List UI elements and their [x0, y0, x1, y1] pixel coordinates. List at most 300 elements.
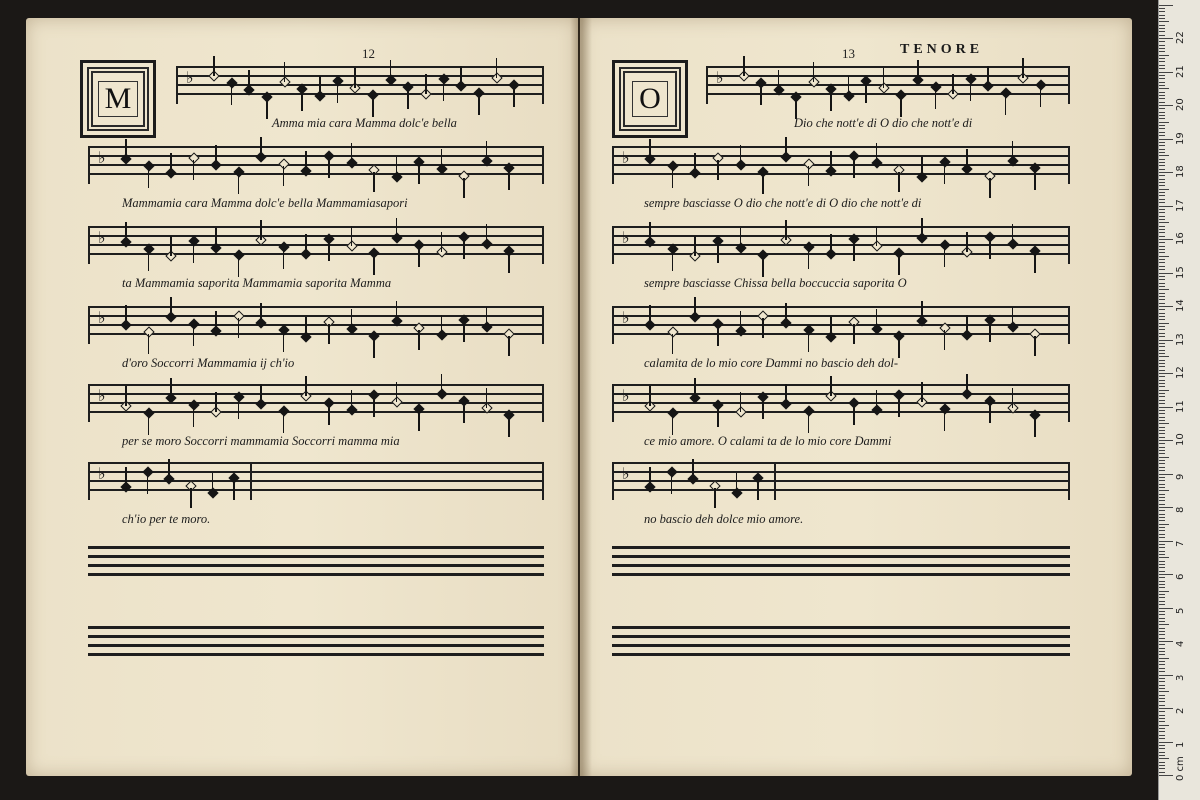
ruler-tick: [1159, 621, 1165, 622]
ruler-tick: [1159, 353, 1165, 354]
note-stem: [740, 228, 742, 248]
music-staff: [88, 306, 544, 342]
ruler-tick: [1159, 48, 1165, 49]
note-stem: [373, 397, 375, 417]
note-stem: [717, 326, 719, 346]
ruler-tick: [1159, 350, 1165, 351]
note-stem: [508, 417, 510, 437]
note-stem: [785, 303, 787, 323]
ruler-tick: [1159, 591, 1169, 592]
note-stem: [443, 81, 445, 101]
ruler-tick: [1159, 641, 1173, 642]
ruler-tick: [1159, 541, 1173, 542]
ruler-tick: [1159, 742, 1173, 743]
note-stem: [785, 137, 787, 157]
note-stem: [649, 467, 651, 487]
ruler-tick: [1159, 718, 1165, 719]
note-stem: [125, 386, 127, 406]
note-stem: [966, 315, 968, 335]
lyric-line: d'oro Soccorri Mammamia ij ch'io: [122, 356, 295, 370]
note-stem: [463, 322, 465, 342]
ruler-tick: [1159, 440, 1173, 441]
ruler-label: 14: [1175, 299, 1186, 312]
note-stem: [441, 374, 443, 394]
note-stem: [441, 149, 443, 169]
ruler-tick: [1159, 470, 1165, 471]
ruler-tick: [1159, 708, 1173, 709]
note-stem: [740, 392, 742, 412]
ruler-tick: [1159, 400, 1165, 401]
note-stem: [351, 226, 353, 246]
ruler-tick: [1159, 427, 1165, 428]
lyric-line: calamita de lo mio core Dammi no bascio deh dol-: [644, 356, 899, 370]
note-stem: [883, 68, 885, 88]
ruler-tick: [1159, 443, 1165, 444]
flat-sign-icon: ♭: [716, 68, 724, 87]
ruler-tick: [1159, 514, 1165, 515]
note-stem: [373, 338, 375, 358]
note-stem: [396, 301, 398, 321]
ruler-tick: [1159, 252, 1165, 253]
ruler-tick: [1159, 165, 1165, 166]
ruler-tick: [1159, 329, 1165, 330]
ruler-tick: [1159, 276, 1165, 277]
ruler-tick: [1159, 678, 1165, 679]
note-stem: [351, 390, 353, 410]
note-stem: [853, 241, 855, 261]
ruler-tick: [1159, 474, 1173, 475]
ruler-tick: [1159, 701, 1165, 702]
note-stem: [283, 249, 285, 269]
ruler-tick: [1159, 413, 1165, 414]
music-staff: [612, 306, 1070, 342]
ruler-tick: [1159, 303, 1165, 304]
ruler-tick: [1159, 68, 1165, 69]
ruler-tick: [1159, 447, 1165, 448]
lyric-line: ce mio amore. O calami ta de lo mio core Dammi: [644, 434, 892, 448]
ruler-tick: [1159, 333, 1165, 334]
ruler-tick: [1159, 266, 1165, 267]
ruler-tick: [1159, 145, 1165, 146]
ruler-tick: [1159, 524, 1169, 525]
ruler-label: 19: [1175, 131, 1186, 145]
note-stem: [830, 151, 832, 171]
ruler-label: 2: [1175, 707, 1186, 714]
ruler-tick: [1159, 88, 1169, 89]
note-stem: [987, 66, 989, 86]
note-stem: [284, 62, 286, 82]
note-stem: [694, 378, 696, 398]
note-stem: [876, 309, 878, 329]
ruler-tick: [1159, 608, 1173, 609]
note-stem: [328, 241, 330, 261]
ruler-tick: [1159, 5, 1173, 6]
ruler-tick: [1159, 748, 1165, 749]
ruler-tick: [1159, 192, 1165, 193]
note-stem: [970, 81, 972, 101]
note-stem: [168, 459, 170, 479]
note-stem: [760, 85, 762, 105]
note-stem: [238, 257, 240, 277]
note-stem: [830, 376, 832, 396]
ruler-label: 11: [1175, 399, 1186, 413]
note-stem: [513, 87, 515, 107]
ruler-tick: [1159, 102, 1165, 103]
ruler-tick: [1159, 95, 1165, 96]
ruler-tick: [1159, 745, 1165, 746]
ruler-tick: [1159, 668, 1165, 669]
ruler-tick: [1159, 497, 1165, 498]
note-stem: [830, 91, 832, 111]
ruler-tick: [1159, 182, 1165, 183]
note-stem: [989, 239, 991, 259]
ruler-tick: [1159, 75, 1165, 76]
ruler-tick: [1159, 587, 1165, 588]
ruler-tick: [1159, 484, 1165, 485]
ruler-tick: [1159, 393, 1165, 394]
note-stem: [898, 397, 900, 417]
note-stem: [717, 160, 719, 180]
note-stem: [917, 60, 919, 80]
ruler-tick: [1159, 557, 1169, 558]
note-stem: [649, 139, 651, 159]
ruler-tick: [1159, 685, 1165, 686]
note-stem: [148, 251, 150, 271]
ruler-tick: [1159, 209, 1165, 210]
ruler-tick: [1159, 380, 1165, 381]
note-stem: [921, 157, 923, 177]
music-staff-blank-end: [250, 462, 544, 498]
note-stem: [694, 236, 696, 256]
note-stem: [354, 68, 356, 88]
note-stem: [319, 76, 321, 96]
note-stem: [740, 145, 742, 165]
note-stem: [1034, 336, 1036, 356]
ruler-label: 3: [1175, 674, 1186, 681]
note-stem: [813, 62, 815, 82]
ruler-tick: [1159, 212, 1165, 213]
ruler-tick: [1159, 628, 1165, 629]
ruler-tick: [1159, 343, 1165, 344]
ruler-tick: [1159, 323, 1169, 324]
note-stem: [193, 326, 195, 346]
note-stem: [830, 317, 832, 337]
music-staff: [612, 384, 1070, 420]
ruler-tick: [1159, 450, 1165, 451]
ruler-tick: [1159, 651, 1165, 652]
note-stem: [213, 56, 215, 76]
note-stem: [396, 382, 398, 402]
note-stem: [233, 480, 235, 500]
ruler-tick: [1159, 55, 1169, 56]
ruler-tick: [1159, 396, 1165, 397]
note-stem: [373, 172, 375, 192]
music-staff: [176, 66, 544, 102]
lyric-line: ta Mammamia saporita Mammamia saporita Mamma: [122, 276, 392, 290]
ruler-tick: [1159, 728, 1165, 729]
ruler-tick: [1159, 92, 1165, 93]
ruler-tick: [1159, 35, 1165, 36]
ruler-tick: [1159, 356, 1169, 357]
ruler-tick: [1159, 618, 1165, 619]
ruler-tick: [1159, 433, 1165, 434]
ruler-tick: [1159, 246, 1165, 247]
note-stem: [125, 467, 127, 487]
ruler-tick: [1159, 219, 1165, 220]
note-stem: [1012, 307, 1014, 327]
ruler-tick: [1159, 51, 1165, 52]
ruler-tick: [1159, 169, 1165, 170]
note-stem: [373, 255, 375, 275]
note-stem: [740, 311, 742, 331]
ruler-tick: [1159, 688, 1165, 689]
ruler-tick: [1159, 289, 1169, 290]
ruler-tick: [1159, 172, 1173, 173]
right-page-number: 13: [842, 46, 855, 61]
note-stem: [337, 83, 339, 103]
note-stem: [148, 415, 150, 435]
ruler-tick: [1159, 108, 1165, 109]
note-stem: [212, 473, 214, 493]
note-stem: [463, 178, 465, 198]
flat-sign-icon: ♭: [98, 148, 106, 167]
flat-sign-icon: ♭: [622, 464, 630, 483]
note-stem: [231, 85, 233, 105]
note-stem: [418, 411, 420, 431]
note-stem: [900, 97, 902, 117]
ruler-tick: [1159, 316, 1165, 317]
ruler-tick: [1159, 216, 1165, 217]
note-stem: [757, 480, 759, 500]
note-stem: [808, 166, 810, 186]
ruler-tick: [1159, 638, 1165, 639]
ruler-tick: [1159, 326, 1165, 327]
ruler-tick: [1159, 654, 1165, 655]
note-stem: [921, 301, 923, 321]
ruler-tick: [1159, 72, 1173, 73]
ruler-tick: [1159, 122, 1169, 123]
ruler-tick: [1159, 366, 1165, 367]
note-stem: [305, 376, 307, 396]
note-stem: [260, 303, 262, 323]
ruler-tick: [1159, 453, 1165, 454]
ruler-tick: [1159, 731, 1165, 732]
note-stem: [396, 218, 398, 238]
ruler-tick: [1159, 306, 1173, 307]
ruler-tick: [1159, 648, 1165, 649]
ruler-tick: [1159, 571, 1165, 572]
ruler-tick: [1159, 262, 1165, 263]
ruler-tick: [1159, 494, 1165, 495]
ruler-tick: [1159, 232, 1165, 233]
ruler-tick: [1159, 386, 1165, 387]
ruler-tick: [1159, 561, 1165, 562]
note-stem: [125, 139, 127, 159]
ruler-tick: [1159, 61, 1165, 62]
ruler-tick: [1159, 159, 1165, 160]
ruler-tick: [1159, 383, 1165, 384]
ruler-tick: [1159, 199, 1165, 200]
note-stem: [215, 392, 217, 412]
note-stem: [508, 253, 510, 273]
note-stem: [830, 234, 832, 254]
note-stem: [944, 247, 946, 267]
empty-staff: [612, 626, 1070, 662]
ruler-tick: [1159, 681, 1165, 682]
ruler-label: 15: [1175, 265, 1186, 279]
ruler-label: 1: [1175, 741, 1186, 748]
note-stem: [463, 403, 465, 423]
ruler-tick: [1159, 149, 1165, 150]
ruler-tick: [1159, 125, 1165, 126]
right-initial-letter: [612, 60, 688, 138]
ruler-tick: [1159, 202, 1165, 203]
ruler-tick: [1159, 675, 1173, 676]
note-stem: [1005, 95, 1007, 115]
note-stem: [762, 257, 764, 277]
note-stem: [193, 243, 195, 263]
ruler-label: 5: [1175, 607, 1186, 614]
ruler-tick: [1159, 256, 1169, 257]
note-stem: [266, 99, 268, 119]
note-stem: [1034, 253, 1036, 273]
ruler-tick: [1159, 132, 1165, 133]
note-stem: [694, 297, 696, 317]
music-staff-blank-end: [774, 462, 1070, 498]
ruler-label: 18: [1175, 165, 1186, 178]
flat-sign-icon: ♭: [98, 308, 106, 327]
note-stem: [944, 330, 946, 350]
ruler-tick: [1159, 437, 1165, 438]
ruler-tick: [1159, 85, 1165, 86]
note-stem: [170, 297, 172, 317]
ruler-tick: [1159, 239, 1173, 240]
note-stem: [876, 143, 878, 163]
note-stem: [238, 174, 240, 194]
ruler-label: 9: [1175, 473, 1186, 480]
note-stem: [944, 411, 946, 431]
lyric-line: Amma mia cara Mamma dolc'e bella: [272, 116, 457, 130]
note-stem: [170, 236, 172, 256]
ruler-tick: [1159, 500, 1165, 501]
note-stem: [508, 170, 510, 190]
empty-staff: [612, 546, 1070, 582]
ruler-tick: [1159, 574, 1173, 575]
note-stem: [921, 218, 923, 238]
ruler-label: 12: [1175, 366, 1186, 379]
ruler-tick: [1159, 28, 1165, 29]
note-stem: [260, 220, 262, 240]
note-stem: [407, 89, 409, 109]
note-stem: [1022, 58, 1024, 78]
lyric-line: Mammamia cara Mamma dolc'e bella Mammamiasapori: [122, 196, 408, 210]
ruler-tick: [1159, 698, 1165, 699]
ruler-tick: [1159, 567, 1165, 568]
ruler-tick: [1159, 631, 1165, 632]
lyric-line: Dio che nott'e di O dio che nott'e di: [794, 116, 973, 130]
note-stem: [778, 70, 780, 90]
note-stem: [762, 318, 764, 338]
note-stem: [328, 405, 330, 425]
ruler-tick: [1159, 551, 1165, 552]
ruler-tick: [1159, 507, 1173, 508]
ruler-label: 6: [1175, 573, 1186, 580]
ruler-tick: [1159, 370, 1165, 371]
note-stem: [672, 251, 674, 271]
note-stem: [785, 220, 787, 240]
ruler-tick: [1159, 135, 1165, 136]
ruler-label: 13: [1175, 332, 1186, 346]
note-stem: [649, 222, 651, 242]
flat-sign-icon: ♭: [98, 386, 106, 405]
left-initial-glyph: M: [98, 81, 139, 117]
ruler-tick: [1159, 286, 1165, 287]
note-stem: [372, 97, 374, 117]
ruler-label: 8: [1175, 506, 1186, 513]
ruler-tick: [1159, 721, 1165, 722]
note-stem: [170, 378, 172, 398]
note-stem: [193, 407, 195, 427]
ruler-tick: [1159, 577, 1165, 578]
ruler-tick: [1159, 417, 1165, 418]
note-stem: [238, 399, 240, 419]
ruler-tick: [1159, 755, 1165, 756]
note-stem: [898, 255, 900, 275]
ruler-tick: [1159, 11, 1165, 12]
note-stem: [305, 151, 307, 171]
ruler-tick: [1159, 363, 1165, 364]
ruler-tick: [1159, 407, 1173, 408]
ruler-label: 20: [1175, 98, 1186, 111]
ruler-tick: [1159, 118, 1165, 119]
note-stem: [1034, 170, 1036, 190]
note-stem: [853, 158, 855, 178]
ruler-tick: [1159, 340, 1173, 341]
note-stem: [935, 89, 937, 109]
ruler-label: 22: [1175, 31, 1186, 44]
ruler-tick: [1159, 457, 1169, 458]
ruler-label: 10: [1175, 433, 1186, 446]
ruler-label: 0 cm: [1175, 756, 1186, 781]
ruler-tick: [1159, 520, 1165, 521]
note-stem: [260, 384, 262, 404]
ruler-tick: [1159, 490, 1169, 491]
flat-sign-icon: ♭: [186, 68, 194, 87]
lyric-line: ch'io per te moro.: [122, 512, 211, 526]
ruler-label: 16: [1175, 232, 1186, 245]
right-page: [580, 18, 1132, 776]
note-stem: [486, 307, 488, 327]
ruler-tick: [1159, 128, 1165, 129]
note-stem: [743, 56, 745, 76]
ruler-tick: [1159, 611, 1165, 612]
flat-sign-icon: ♭: [98, 228, 106, 247]
note-stem: [853, 324, 855, 344]
ruler-tick: [1159, 410, 1165, 411]
ruler-tick: [1159, 283, 1165, 284]
flat-sign-icon: ♭: [98, 464, 106, 483]
ruler-tick: [1159, 715, 1165, 716]
note-stem: [1040, 87, 1042, 107]
lyric-line: sempre basciasse O dio che nott'e di O dio che nott'e di: [644, 196, 922, 210]
ruler-tick: [1159, 8, 1165, 9]
ruler-tick: [1159, 768, 1165, 769]
ruler-tick: [1159, 517, 1165, 518]
note-stem: [898, 338, 900, 358]
ruler-tick: [1159, 45, 1165, 46]
note-stem: [496, 58, 498, 78]
ruler-tick: [1159, 463, 1165, 464]
